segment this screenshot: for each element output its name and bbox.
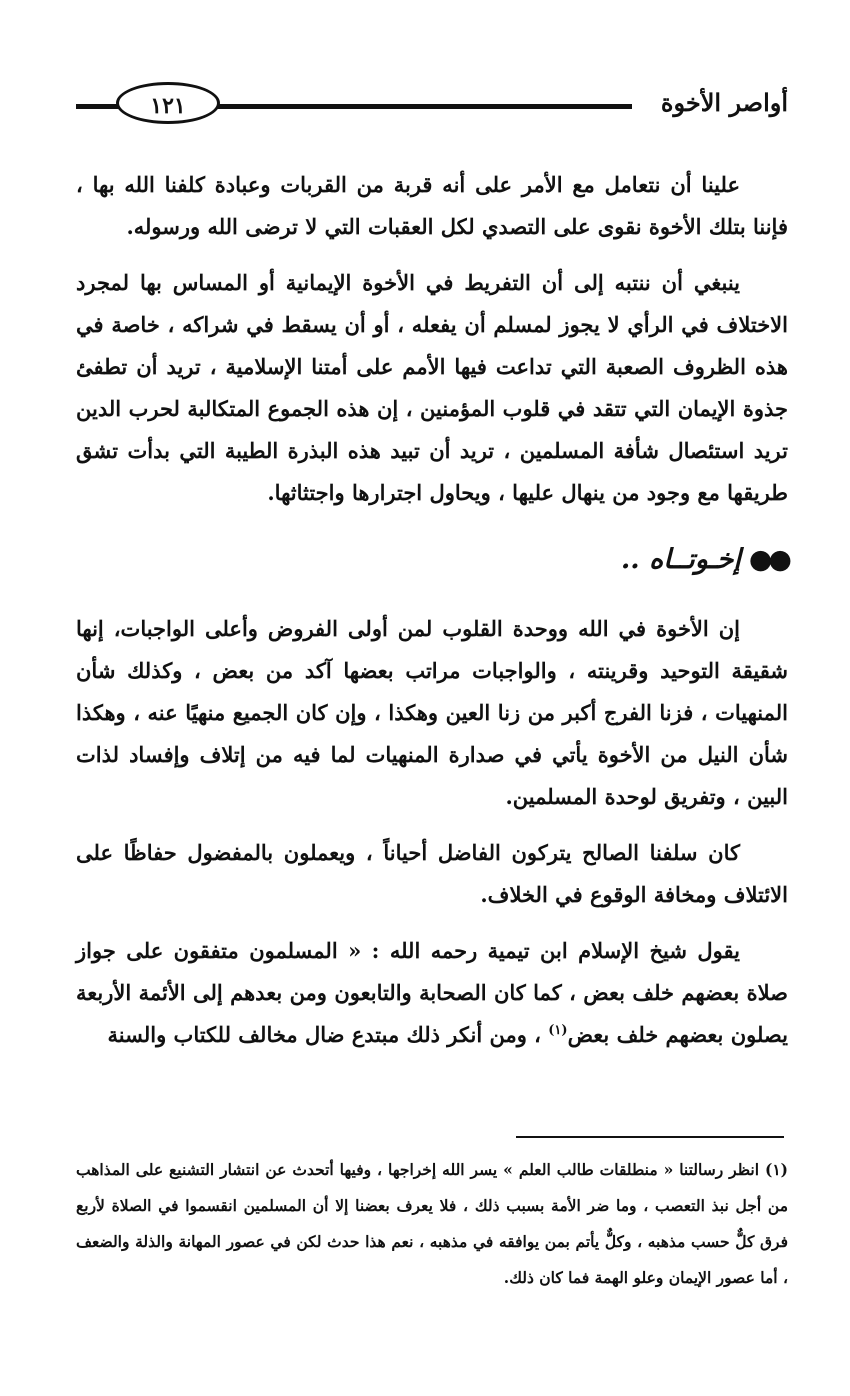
page-body <box>76 164 788 1070</box>
book-title: أواصر الأخوة <box>660 88 788 117</box>
bullet-icon: ●● <box>748 544 788 575</box>
paragraph: علينا أن نتعامل مع الأمر على أنه قربة من القربات وعبادة كلفنا الله بها ، فإننا بتلك الأخوة نقوى على التصدي لكل العقبات التي لا ترضى الله ورسوله. <box>76 172 788 239</box>
section-heading-text: إخـوتــاه .. <box>620 544 741 575</box>
quote-paragraph <box>76 930 788 1056</box>
footnote: (١) انظر رسالتنا « منطلقات طالب العلم » يسر الله إخراجها ، وفيها أتحدث عن انتشار التشنيع على المذاهب من أجل نبذ التعصب ، وما ضر الأمة بسبب ذلك ، فلا يعرف بعضنا إلا أن المسلمين انقسموا في الصلاة لأربع فرق كلٌّ حسب مذهبه ، وكلٌّ يأتم بمن يوافقه في مذهبه ، نعم هذا حدث لكن في عصور المهانة والذلة والضعف ، أما عصور الإيمان وعلو الهمة فما كان ذلك. <box>76 1160 788 1287</box>
page-number: ١٢١ <box>116 82 220 124</box>
footnote-reference: (١) <box>548 1023 568 1038</box>
running-header <box>76 82 788 128</box>
footnote-separator <box>516 1136 784 1138</box>
quote-text-continued: ، ومن أنكر ذلك مبتدع ضال مخالف للكتاب والسنة <box>107 1022 549 1047</box>
quote-text: يقول شيخ الإسلام ابن تيمية رحمه الله : « المسلمون متفقون على جواز صلاة بعضهم خلف بعض ، كما كان الصحابة والتابعون ومن بعدهم إلى الأئمة الأربعة يصلون بعضهم خلف بعض <box>76 938 788 1047</box>
paragraph: إن الأخوة في الله ووحدة القلوب لمن أولى الفروض وأعلى الواجبات، إنها شقيقة التوحيد وقرينته ، والواجبات مراتب بعضها آكد من بعض ، وكذلك شأن المنهيات ، فزنا الفرج أكبر من زنا العين وهكذا ، وإن كان الجميع منهيًا عنه ، وهكذا شأن النيل من الأخوة يأتي في صدارة المنهيات لما فيه من إتلاف وإفساد لذات البين ، وتفريق لوحدة المسلمين. <box>76 616 788 809</box>
paragraph: ينبغي أن ننتبه إلى أن التفريط في الأخوة الإيمانية أو المساس بها لمجرد الاختلاف في الرأي لا يجوز لمسلم أن يفعله ، أو أن يسقط في شراكه ، خاصة في هذه الظروف الصعبة التي تداعت فيها الأمم على أمتنا الإسلامية ، تريد أن تطفئ جذوة الإيمان التي تتقد في قلوب المؤمنين ، إن هذه الجموع المتكالبة لحرب الدين تريد استئصال شأفة المسلمين ، تريد أن تبيد هذه البذرة الطيبة التي بدأت تشق طريقها مع وجود من ينهال عليها ، ويحاول اجترارها واجتثاثها. <box>76 270 788 505</box>
paragraph: كان سلفنا الصالح يتركون الفاضل أحياناً ، ويعملون بالمفضول حفاظًا على الائتلاف ومخافة الوقوع في الخلاف. <box>76 840 788 907</box>
section-heading <box>76 540 788 580</box>
